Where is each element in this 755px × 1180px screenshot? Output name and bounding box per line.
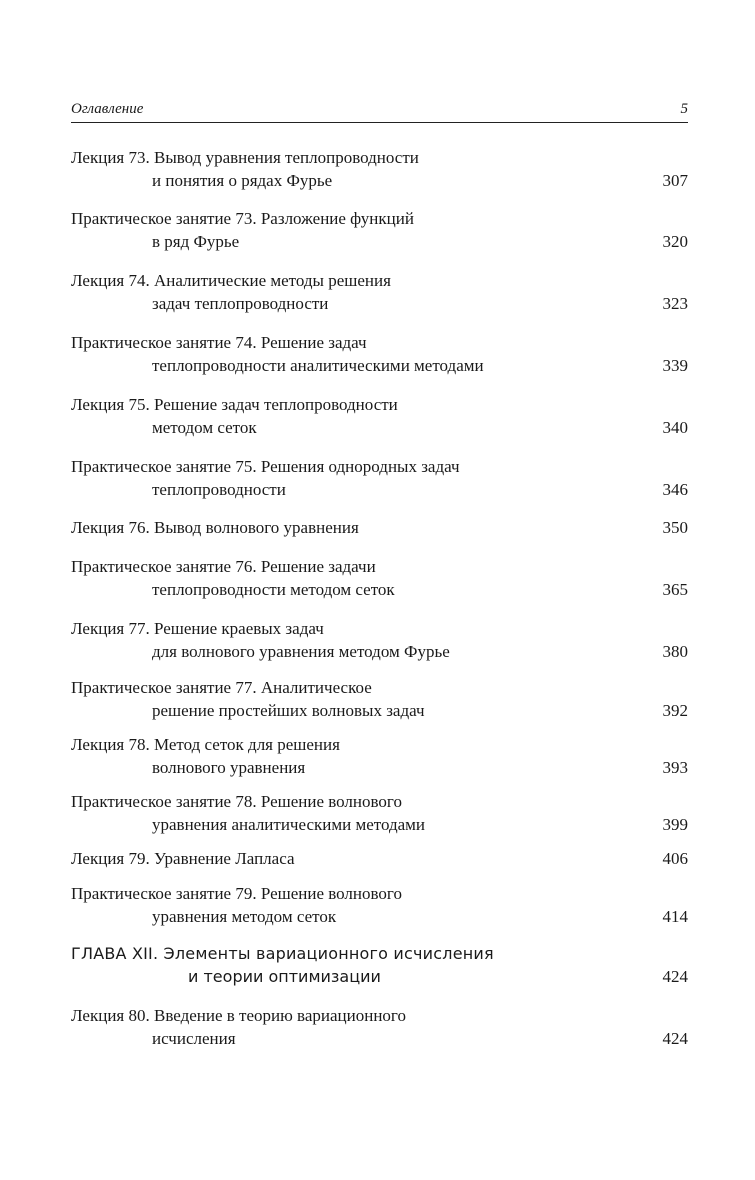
toc-entry-lecture-80[interactable] <box>71 1004 688 1050</box>
toc-entry-title-continued: теплопроводности аналитическими методами <box>152 356 484 375</box>
toc-entry-page: 307 <box>662 171 688 190</box>
toc-entry-lecture-75[interactable] <box>71 393 688 439</box>
toc-entry-title: Практическое занятие 76. Решение задачи <box>71 557 376 576</box>
toc-entry-page: 346 <box>662 480 688 499</box>
toc-entry-title-continued: уравнения аналитическими методами <box>152 815 426 834</box>
toc-entry-title: Лекция 76. Вывод волнового уравнения <box>71 518 359 537</box>
toc-entry-title: Лекция 75. Решение задач теплопроводности <box>71 395 398 414</box>
running-header-page-number: 5 <box>680 101 688 117</box>
toc-entry-title: Лекция 80. Введение в теорию вариационного <box>71 1006 406 1025</box>
toc-entry-title: Лекция 73. Вывод уравнения теплопроводности <box>71 148 419 167</box>
toc-entry-practice-76[interactable] <box>71 555 688 601</box>
toc-entry-title: Практическое занятие 74. Решение задач <box>71 333 367 352</box>
toc-entry-page: 392 <box>662 701 688 720</box>
toc-entry-title: Практическое занятие 78. Решение волнового <box>71 792 402 811</box>
toc-entry-page: 414 <box>662 907 688 926</box>
toc-entry-page: 339 <box>662 356 688 375</box>
toc-entry-title-continued: волнового уравнения <box>152 758 306 777</box>
toc-entry-page: 340 <box>662 418 688 437</box>
toc-entry-lecture-78[interactable] <box>71 733 688 779</box>
toc-entry-title: Лекция 77. Решение краевых задач <box>71 619 324 638</box>
toc-entry-title: Практическое занятие 79. Решение волнового <box>71 884 402 903</box>
toc-entry-title-continued: решение простейших волновых задач <box>152 701 425 720</box>
toc-entry-title: Лекция 74. Аналитические методы решения <box>71 271 391 290</box>
toc-entry-title-continued: исчисления <box>152 1029 236 1048</box>
toc-entry-lecture-77[interactable] <box>71 617 688 663</box>
toc-entry-page: 323 <box>662 294 688 313</box>
toc-entry-page: 424 <box>662 1029 688 1048</box>
toc-entry-title-continued: теплопроводности <box>152 480 286 499</box>
toc-entry-page: 380 <box>662 642 688 661</box>
toc-entry-title: Практическое занятие 77. Аналитическое <box>71 678 372 697</box>
toc-entry-title-continued: и понятия о рядах Фурье <box>152 171 333 190</box>
toc-entry-page: 393 <box>662 758 688 777</box>
toc-entry-title-continued: теплопроводности методом сеток <box>152 580 395 599</box>
toc-entry-page: 406 <box>662 849 688 868</box>
toc-entry-practice-74[interactable] <box>71 331 688 377</box>
toc-entry-lecture-76[interactable] <box>71 516 688 539</box>
toc-entry-lecture-74[interactable] <box>71 269 688 315</box>
toc-entry-title-continued: задач теплопроводности <box>152 294 329 313</box>
toc-entry-practice-78[interactable] <box>71 790 688 836</box>
toc-entry-practice-73[interactable] <box>71 207 688 253</box>
toc-entry-title: Практическое занятие 75. Решения однородных задач <box>71 457 460 476</box>
toc-entry-page: 320 <box>662 232 688 251</box>
toc-entry-practice-75[interactable] <box>71 455 688 501</box>
toc-entry-title-continued: для волнового уравнения методом Фурье <box>152 642 450 661</box>
toc-entry-title: Лекция 79. Уравнение Лапласа <box>71 849 295 868</box>
toc-entry-page: 350 <box>662 518 688 537</box>
toc-entry-chapter-12[interactable] <box>71 942 688 988</box>
toc-entry-page: 424 <box>662 967 688 986</box>
toc-entry-title-continued: методом сеток <box>152 418 257 437</box>
toc-entry-page: 365 <box>662 580 688 599</box>
toc-entry-title-continued: в ряд Фурье <box>152 232 240 251</box>
running-header-title: Оглавление <box>71 101 144 117</box>
toc-entry-practice-77[interactable] <box>71 676 688 722</box>
toc-entry-title: Лекция 78. Метод сеток для решения <box>71 735 340 754</box>
toc-entry-title-continued: уравнения методом сеток <box>152 907 337 926</box>
toc-entry-lecture-79[interactable] <box>71 847 688 870</box>
toc-entry-title: ГЛАВА XII. Элементы вариационного исчисления <box>71 944 494 963</box>
toc-entry-practice-79[interactable] <box>71 882 688 928</box>
toc-entry-page: 399 <box>662 815 688 834</box>
toc-entry-title-continued: и теории оптимизации <box>188 967 381 986</box>
toc-entry-lecture-73[interactable] <box>71 146 688 192</box>
toc-entry-title: Практическое занятие 73. Разложение функций <box>71 209 414 228</box>
